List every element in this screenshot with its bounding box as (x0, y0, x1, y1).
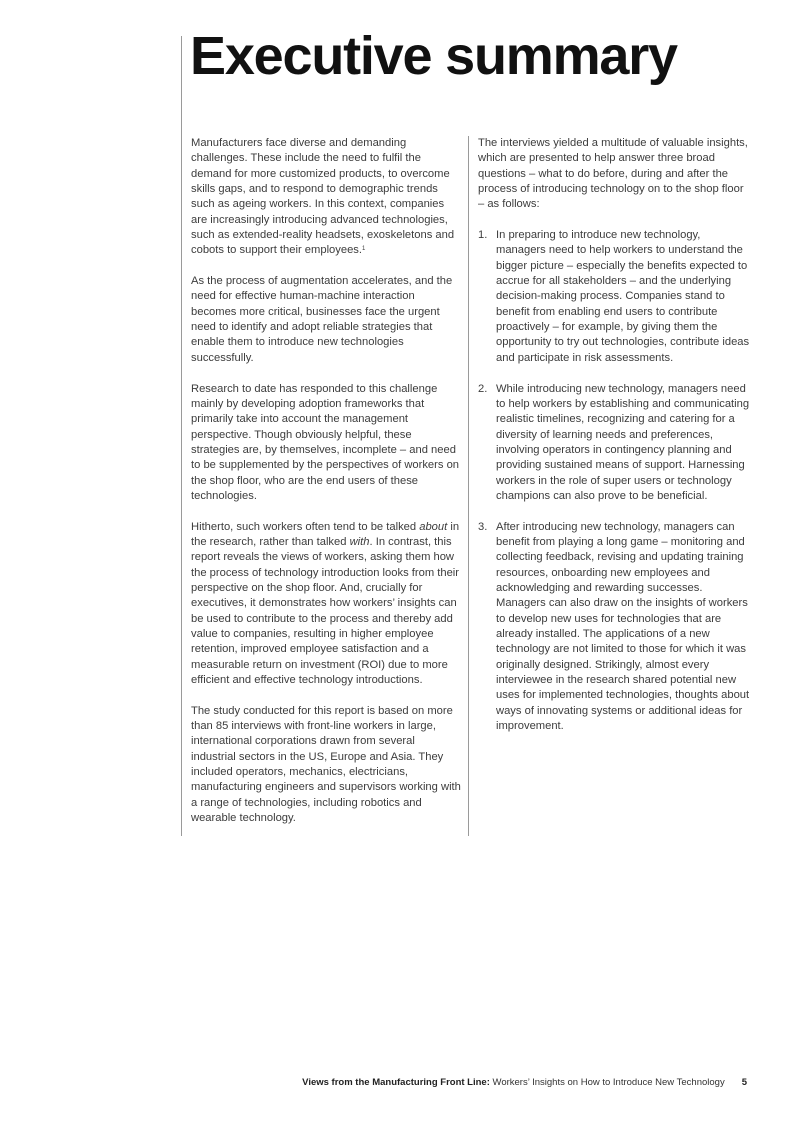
list-item (478, 228, 750, 366)
page-footer (302, 1077, 747, 1088)
right-column (478, 136, 750, 750)
text-segment: in the research, rather than talked (191, 520, 460, 548)
list-item-number: 3. (478, 520, 488, 533)
paragraph-intro: The interviews yielded a multitude of valuable insights, which are presented to help answer three broad questions – what to do before, during and after the process of introducing technology on to the shop floor – as follows: (478, 137, 748, 211)
paragraph-study: The study conducted for this report is based on more than 85 interviews with front-line workers in large, international corporations drawn from several industrial sectors in the US, Europe and Asia. They included operators, mechanics, electricians, manufacturing engineers and supervisors working with a range of technologies, including robotics and wearable technology. (191, 704, 461, 825)
emphasis-about: about (419, 520, 448, 533)
paragraph-challenges-text: Manufacturers face diverse and demanding challenges. These include the need to fulfil the demand for more customized products, to overcome skills gaps, and to respond to demographic trends such as ageing workers. In this context, companies are increasingly introducing advanced technologies, such as extended-reality headsets, exoskeletons and cobots to support their employees. (191, 137, 455, 257)
page-number: 5 (741, 1077, 747, 1088)
list-item-text: While introducing new technology, managers need to help workers by establishing and communicating realistic timelines, recognizing and catering for a diversity of learning needs and preferences, involving operators in contingency planning and providing sustained means of support. Harnessing workers in the role of super users or technology champions can also prove to be beneficial. (496, 382, 750, 502)
paragraph-challenges (191, 136, 461, 259)
left-column (191, 136, 461, 842)
footer-report-subtitle: Workers’ Insights on How to Introduce New Technology (489, 1077, 725, 1088)
left-margin-rule (181, 36, 182, 836)
emphasis-with: with (349, 535, 370, 548)
footnote-marker: 1 (362, 246, 366, 253)
list-item (478, 382, 750, 505)
recommendations-list (478, 228, 750, 734)
paragraph-research: Research to date has responded to this challenge mainly by developing adoption frameworks that primarily take into account the management perspective. Though obviously helpful, these strategies are, by themselves, incomplete – and need to be supplemented by the perspectives of workers on the shop floor, who are the end users of these technologies. (191, 382, 460, 502)
paragraph-workers-views (191, 520, 461, 689)
text-segment: . In contrast, this report reveals the views of workers, asking them how the process of technology introduction looks from their perspective on the shop floor. And, crucially for executives, it demonstrates how workers’ insights can be used to contribute to the process and thereby add value to companies, resulting in higher employee retention, improved employee satisfaction and a measurable return on investment (ROI) due to more efficient and effective technology introductions. (191, 535, 460, 687)
column-divider-rule (468, 136, 469, 836)
list-item-number: 1. (478, 229, 488, 242)
list-item-text: After introducing new technology, managers can benefit from playing a long game – monitoring and collecting feedback, revising and updating training resources, onboarding new employees and acknowledging and rewarding successes. Managers can also draw on the insights of workers to develop new uses for technologies that are already installed. The applications of a new technology are not limited to those for which it was originally designed. Strikingly, almost every interviewee in the research shared potential new uses for implemented technologies, thoughts about ways of innovating systems or additional ideas for improvement. (496, 520, 750, 733)
list-item (478, 520, 750, 735)
list-item-number: 2. (478, 382, 488, 395)
footer-report-title: Views from the Manufacturing Front Line: (302, 1077, 490, 1088)
page-title: Executive summary (190, 26, 677, 86)
list-item-text: In preparing to introduce new technology, managers need to help workers to understand the bigger picture – especially the benefits expected to accrue for all stakeholders – and the underlying decision-making process. Companies stand to benefit from enabling end users to contribute proactively – for example, by giving them the opportunity to try out technologies, contribute ideas and participate in risk assessments. (496, 229, 750, 364)
text-segment: Hitherto, such workers often tend to be talked (191, 520, 420, 533)
paragraph-augmentation: As the process of augmentation accelerates, and the need for effective human-machine interaction becomes more critical, businesses face the urgent need to identify and adopt reliable strategies that enable them to introduce new technologies successfully. (191, 275, 453, 364)
